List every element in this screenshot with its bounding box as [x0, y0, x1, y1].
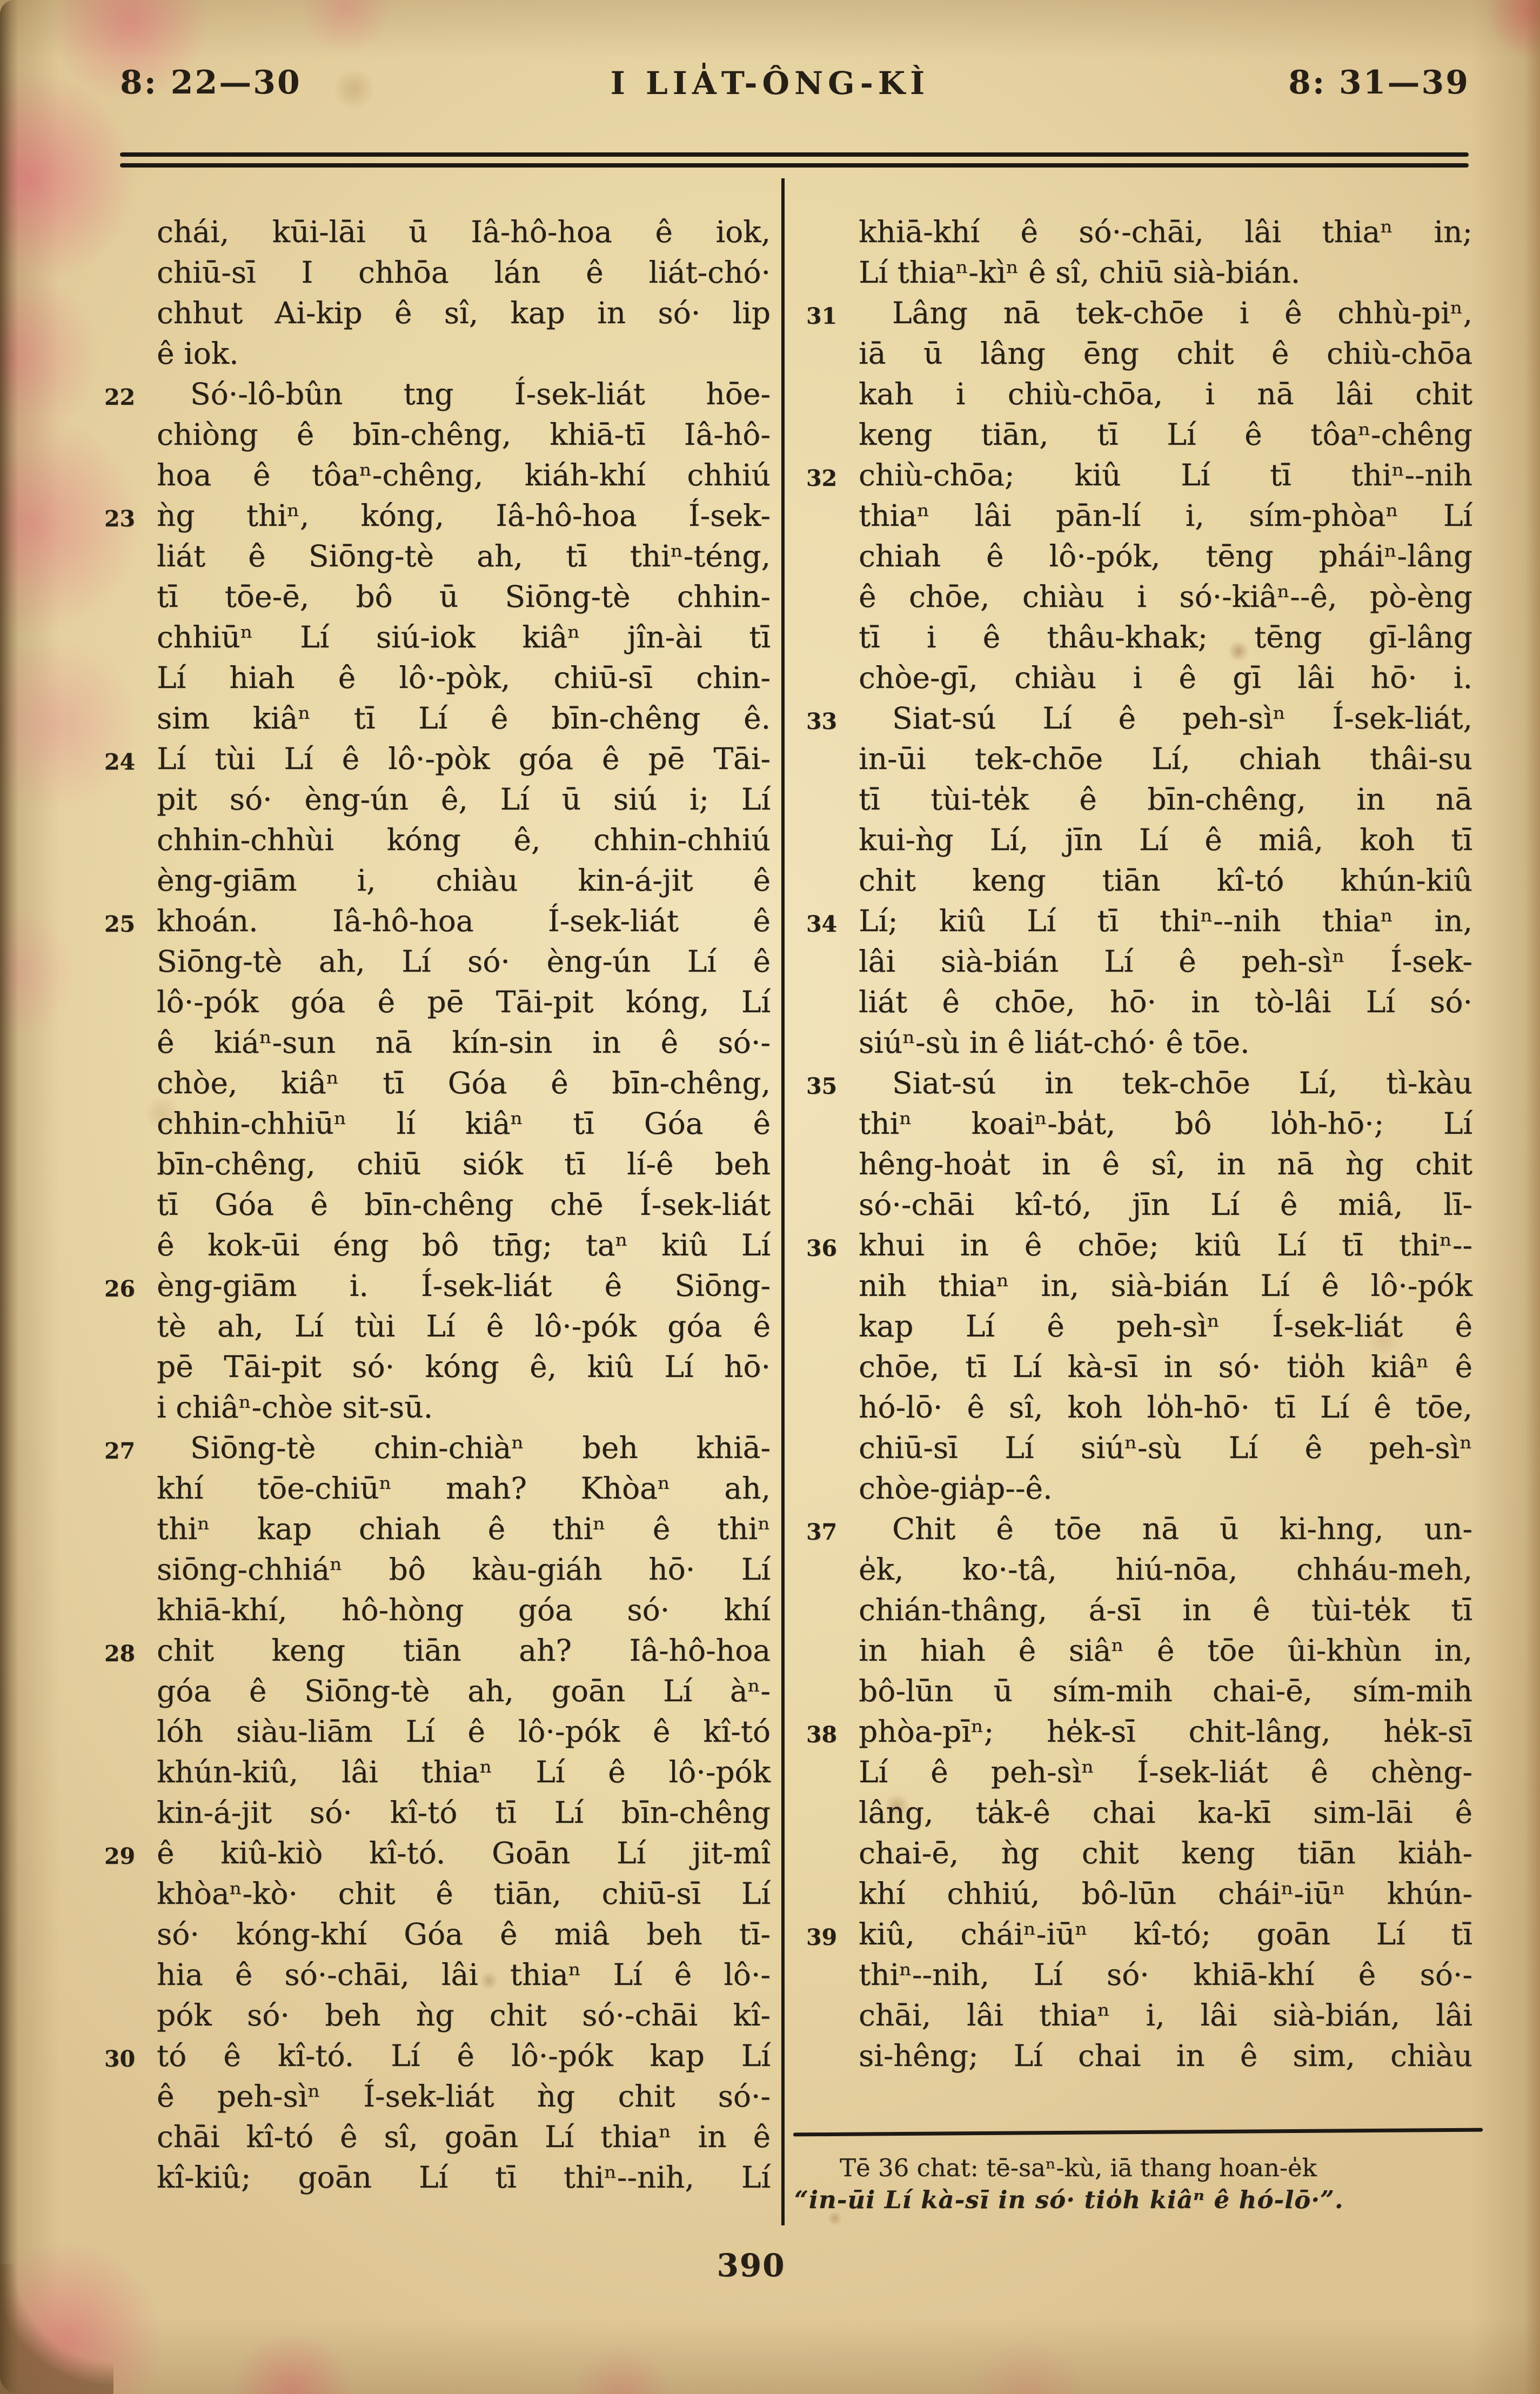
- line-text: si-hêng; Lí chai in ê sim, chiàu: [859, 2038, 1472, 2073]
- line-text: èng-giām i, chiàu kin-á-jit ê: [157, 863, 771, 898]
- line-text: lóh siàu-liām Lí ê lô·-pók ê kî-tó: [157, 1714, 771, 1749]
- line-text: Lí tùi Lí ê lô·-pòk góa ê pē Tāi-: [157, 741, 771, 776]
- line-text: khui in ê chōe; kiû Lí tī thiⁿ--: [859, 1228, 1472, 1262]
- text-line: [157, 2117, 771, 2157]
- line-text: thiⁿ kap chiah ê thiⁿ ê thiⁿ: [157, 1512, 771, 1546]
- line-text: ê kiû-kiò kî-tó. Goān Lí jit-mî: [157, 1836, 771, 1870]
- text-line: [104, 901, 771, 941]
- text-line: [859, 779, 1472, 820]
- text-line: [104, 1428, 771, 1468]
- line-text: pók só· beh ǹg chit só·-chāi kî-: [157, 1998, 771, 2032]
- text-line: [157, 698, 771, 739]
- footnote: [794, 2152, 1502, 2216]
- text-line: [157, 1509, 771, 1549]
- line-text: phòa-pīⁿ; he̍k-sī chit-lâng, he̍k-sī: [859, 1714, 1472, 1749]
- verse-number: 27: [104, 1438, 136, 1464]
- text-line: [859, 577, 1472, 617]
- text-line: [157, 1347, 771, 1387]
- text-line: [806, 1509, 1472, 1549]
- text-line: [859, 658, 1472, 698]
- line-text: kui-ǹg Lí, jīn Lí ê miâ, koh tī: [859, 822, 1472, 857]
- line-text: keng tiān, tī Lí ê tôaⁿ-chêng: [859, 417, 1472, 452]
- line-text: Lâng nā tek-chōe i ê chhù-piⁿ,: [892, 296, 1472, 330]
- text-line: [157, 860, 771, 901]
- footnote-line-2: “in-ūi Lí kà-sī in só· tio̍h kiâⁿ ê hó-lō·”.: [794, 2185, 1344, 2214]
- verse-number: 38: [806, 1722, 838, 1748]
- text-line: [157, 1549, 771, 1590]
- page-title: I LIA̍T-ÔNG-KÌ: [610, 65, 930, 102]
- line-text: thiaⁿ lâi pān-lí i, sím-phòaⁿ Lí: [859, 498, 1472, 533]
- line-text: i chiâⁿ-chòe sit-sū.: [157, 1390, 433, 1425]
- text-line: [157, 1063, 771, 1104]
- line-text: só· kóng-khí Góa ê miâ beh tī-: [157, 1917, 771, 1951]
- text-line: [157, 252, 771, 293]
- line-text: ê kok-ūi éng bô tn̄g; taⁿ kiû Lí: [157, 1228, 771, 1262]
- line-text: hia ê só·-chāi, lâi thiaⁿ Lí ê lô·-: [157, 1957, 771, 1992]
- line-text: chiù-chōa; kiû Lí tī thiⁿ--nih: [859, 458, 1472, 492]
- line-text: pit só· èng-ún ê, Lí ū siú i; Lí: [157, 782, 771, 817]
- text-line: [859, 1549, 1472, 1590]
- text-line: [806, 293, 1472, 333]
- line-text: khiā-khí ê só·-chāi, lâi thiaⁿ in;: [859, 215, 1472, 249]
- text-line: [157, 333, 771, 374]
- text-line: [104, 374, 771, 414]
- text-line: [806, 901, 1472, 941]
- line-text: chòe-gia̍p--ê.: [859, 1471, 1053, 1506]
- text-line: [157, 1185, 771, 1225]
- line-text: liát ê chōe, hō· in tò-lâi Lí só·: [859, 985, 1472, 1019]
- column-divider: [781, 178, 785, 2225]
- text-line: [157, 1955, 771, 1995]
- line-text: siōng-chhiáⁿ bô kàu-giáh hō· Lí: [157, 1552, 771, 1587]
- text-line: [859, 1144, 1472, 1185]
- line-text: chōe, tī Lí kà-sī in só· tio̍h kiâⁿ ê: [859, 1349, 1472, 1384]
- text-line: [157, 1022, 771, 1063]
- text-line: [157, 293, 771, 333]
- text-line: [157, 212, 771, 252]
- text-line: [157, 1468, 771, 1509]
- verse-number: 39: [806, 1924, 838, 1950]
- text-line: [859, 374, 1472, 414]
- line-text: in hiah ê siâⁿ ê tōe ûi-khùn in,: [859, 1633, 1472, 1668]
- text-line: [859, 414, 1472, 455]
- text-line: [157, 941, 771, 982]
- line-text: Lí ê peh-sìⁿ Í-sek-liát ê chèng-: [859, 1755, 1472, 1789]
- text-line: [806, 1063, 1472, 1104]
- verse-number: 29: [104, 1843, 136, 1869]
- line-text: chòe, kiâⁿ tī Góa ê bīn-chêng,: [157, 1066, 771, 1100]
- text-line: [859, 1387, 1472, 1428]
- book-edge-left: [0, 0, 18, 2394]
- line-text: khòaⁿ-kò· chit ê tiān, chiū-sī Lí: [157, 1876, 771, 1911]
- text-line: [859, 1104, 1472, 1144]
- verse-number: 35: [806, 1073, 838, 1099]
- verse-number: 31: [806, 303, 838, 329]
- text-line: [806, 1225, 1472, 1266]
- line-text: Siōng-tè ah, Lí só· èng-ún Lí ê: [157, 944, 771, 979]
- header-rule: [120, 152, 1469, 169]
- text-line: [806, 698, 1472, 739]
- verse-number: 34: [806, 911, 838, 937]
- header-rule-top: [120, 152, 1469, 157]
- line-text: Siat-sú in tek-chōe Lí, tì-kàu: [892, 1066, 1472, 1100]
- line-text: ê peh-sìⁿ Í-sek-liát ǹg chit só·-: [157, 2079, 771, 2114]
- line-text: khí chhiú, bô-lūn cháiⁿ-iūⁿ khún-: [859, 1876, 1472, 1911]
- text-line: [859, 212, 1472, 252]
- verse-number: 23: [104, 506, 136, 532]
- line-text: siúⁿ-sù in ê liát-chó· ê tōe.: [859, 1025, 1250, 1060]
- line-text: hó-lō· ê sî, koh lo̍h-hō· tī Lí ê tōe,: [859, 1390, 1472, 1425]
- text-line: [104, 1630, 771, 1671]
- text-line: [157, 1387, 771, 1428]
- line-text: in-ūi tek-chōe Lí, chiah thâi-su: [859, 741, 1472, 776]
- line-text: Siōng-tè chin-chiàⁿ beh khiā-: [190, 1430, 771, 1465]
- text-line: [157, 820, 771, 860]
- text-line: [157, 1306, 771, 1347]
- verse-number: 22: [104, 384, 136, 410]
- verse-number: 37: [806, 1519, 838, 1545]
- text-line: [157, 1793, 771, 1833]
- text-line: [859, 1752, 1472, 1793]
- line-text: chhin-chhiūⁿ lí kiâⁿ tī Góa ê: [157, 1106, 771, 1141]
- header-verse-range-left: 8: 22—30: [120, 64, 302, 102]
- line-text: chián-thâng, á-sī in ê tùi-te̍k tī: [859, 1593, 1472, 1627]
- text-line: [859, 982, 1472, 1022]
- text-line: [157, 1590, 771, 1630]
- page-number: 390: [717, 2247, 786, 2284]
- line-text: khún-kiû, lâi thiaⁿ Lí ê lô·-pók: [157, 1755, 771, 1789]
- line-text: Chit ê tōe nā ū ki-hng, un-: [892, 1512, 1472, 1546]
- verse-number: 36: [806, 1235, 838, 1261]
- text-line: [859, 1022, 1472, 1063]
- text-line: [157, 1104, 771, 1144]
- text-line: [859, 1306, 1472, 1347]
- text-line: [859, 1185, 1472, 1225]
- text-line: [157, 1752, 771, 1793]
- text-line: [157, 1144, 771, 1185]
- text-line: [859, 536, 1472, 577]
- adjacent-page-edge: [1525, 0, 1540, 2394]
- line-text: chhut Ai-kip ê sî, kap in só· lip: [157, 296, 771, 330]
- text-line: [859, 1955, 1472, 1995]
- text-line: [859, 617, 1472, 658]
- line-text: tó ê kî-tó. Lí ê lô·-pók kap Lí: [157, 2038, 771, 2073]
- line-text: Lí; kiû Lí tī thiⁿ--nih thiaⁿ in,: [859, 904, 1472, 938]
- line-text: lâng, ta̍k-ê chai ka-kī sim-lāi ê: [859, 1795, 1472, 1830]
- header-verse-range-right: 8: 31—39: [1288, 64, 1470, 102]
- text-line: [859, 1630, 1472, 1671]
- line-text: kap Lí ê peh-sìⁿ Í-sek-liát ê: [859, 1309, 1472, 1343]
- right-column: [806, 212, 1472, 2076]
- footnote-rule: [793, 2128, 1483, 2137]
- text-line: [157, 1225, 771, 1266]
- text-line: [157, 2157, 771, 2198]
- line-text: lâi sià-bián Lí ê peh-sìⁿ Í-sek-: [859, 944, 1472, 979]
- line-text: Lí thiaⁿ-kìⁿ ê sî, chiū sià-bián.: [859, 255, 1301, 290]
- text-line: [859, 1874, 1472, 1914]
- text-line: [859, 252, 1472, 293]
- line-text: kiû, cháiⁿ-iūⁿ kî-tó; goān Lí tī: [859, 1917, 1472, 1951]
- line-text: ê iok.: [157, 336, 239, 371]
- text-line: [859, 1468, 1472, 1509]
- text-line: [859, 1671, 1472, 1711]
- text-line: [157, 1995, 771, 2036]
- text-line: [104, 1833, 771, 1874]
- line-text: khoán. Iâ-hô-hoa Í-sek-liát ê: [157, 904, 771, 938]
- text-line: [859, 1347, 1472, 1387]
- running-header: [0, 64, 1540, 112]
- text-line: [157, 779, 771, 820]
- line-text: chit keng tiān kî-tó khún-kiû: [859, 863, 1472, 898]
- line-text: tī Góa ê bīn-chêng chē Í-sek-liát: [157, 1187, 771, 1222]
- text-line: [104, 739, 771, 779]
- line-text: thiⁿ--nih, Lí só· khiā-khí ê só·-: [859, 1957, 1472, 1992]
- line-text: lô·-pók góa ê pē Tāi-pit kóng, Lí: [157, 985, 771, 1019]
- line-text: iā ū lâng ēng chi̍t ê chiù-chōa: [859, 336, 1472, 371]
- text-line: [859, 2036, 1472, 2076]
- text-line: [104, 2036, 771, 2076]
- line-text: ǹg thiⁿ, kóng, Iâ-hô-hoa Í-sek-: [157, 498, 771, 533]
- line-text: chiòng ê bīn-chêng, khiā-tī Iâ-hô-: [157, 417, 771, 452]
- text-line: [157, 1671, 771, 1711]
- text-line: [806, 1711, 1472, 1752]
- text-line: [104, 1266, 771, 1306]
- text-line: [806, 455, 1472, 496]
- line-text: ê kiáⁿ-sun nā kín-sin in ê só·-: [157, 1025, 771, 1060]
- text-line: [859, 820, 1472, 860]
- line-text: e̍k, ko·-tâ, hiú-nōa, chháu-meh,: [859, 1552, 1472, 1587]
- text-line: [157, 1914, 771, 1955]
- verse-number: 25: [104, 911, 136, 937]
- line-text: chòe-gī, chiàu i ê gī lâi hō· i.: [859, 660, 1472, 695]
- line-text: khí tōe-chiūⁿ mah? Khòaⁿ ah,: [157, 1471, 771, 1506]
- verse-number: 30: [104, 2046, 136, 2072]
- text-line: [859, 333, 1472, 374]
- line-text: chhin-chhùi kóng ê, chhin-chhiú: [157, 822, 771, 857]
- line-text: ê chōe, chiàu i só·-kiâⁿ--ê, pò-èng: [859, 579, 1472, 614]
- text-line: [859, 496, 1472, 536]
- line-text: tī i ê thâu-khak; tēng gī-lâng: [859, 620, 1472, 654]
- line-text: kî-kiû; goān Lí tī thiⁿ--nih, Lí: [157, 2160, 771, 2195]
- line-text: kah i chiù-chōa, i nā lâi chit: [859, 377, 1472, 411]
- line-text: liát ê Siōng-tè ah, tī thiⁿ-téng,: [157, 539, 771, 573]
- line-text: sim kiâⁿ tī Lí ê bīn-chêng ê.: [157, 701, 771, 735]
- verse-number: 26: [104, 1276, 136, 1302]
- verse-number: 33: [806, 708, 838, 734]
- line-text: chhiūⁿ Lí siú-iok kiâⁿ jîn-ài tī: [157, 620, 771, 654]
- line-text: Siat-sú Lí ê peh-sìⁿ Í-sek-liát,: [892, 701, 1472, 735]
- line-text: pē Tāi-pit só· kóng ê, kiû Lí hō·: [157, 1349, 771, 1384]
- line-text: chit keng tiān ah? Iâ-hô-hoa: [157, 1633, 771, 1668]
- verse-number: 32: [806, 465, 838, 491]
- text-line: [806, 1914, 1472, 1955]
- line-text: chāi, lâi thiaⁿ i, lâi sià-bián, lâi: [859, 1998, 1472, 2032]
- text-line: [859, 1793, 1472, 1833]
- line-text: èng-giām i. Í-sek-liát ê Siōng-: [157, 1268, 771, 1303]
- line-text: tī tōe-ē, bô ū Siōng-tè chhin-: [157, 579, 771, 614]
- line-text: bô-lūn ū sím-mih chai-ē, sím-mih: [859, 1674, 1472, 1708]
- line-text: khiā-khí, hô-hòng góa só· khí: [157, 1593, 771, 1627]
- text-line: [157, 982, 771, 1022]
- text-line: [157, 2076, 771, 2117]
- text-line: [157, 658, 771, 698]
- line-text: hêng-hoa̍t in ê sî, in nā ǹg chit: [859, 1147, 1472, 1181]
- left-column: [104, 212, 771, 2198]
- text-line: [157, 455, 771, 496]
- line-text: Lí hiah ê lô·-pòk, chiū-sī chin-: [157, 660, 771, 695]
- footnote-line-1: Tē 36 chat: tē-saⁿ-kù, iā thang hoan-e̍k: [840, 2154, 1317, 2182]
- line-text: Só·-lô-bûn tng Í-sek-liát hōe-: [190, 377, 771, 411]
- text-line: [859, 860, 1472, 901]
- verse-number: 28: [104, 1641, 136, 1667]
- text-line: [157, 1874, 771, 1914]
- text-line: [157, 536, 771, 577]
- line-text: kin-á-jit só· kî-tó tī Lí bīn-chêng: [157, 1795, 771, 1830]
- line-text: chiah ê lô·-pók, tēng pháiⁿ-lâng: [859, 539, 1472, 573]
- verse-number: 24: [104, 749, 136, 775]
- line-text: hoa ê tôaⁿ-chêng, kiáh-khí chhiú: [157, 458, 771, 492]
- line-text: só·-chāi kî-tó, jīn Lí ê miâ, lī-: [859, 1187, 1472, 1222]
- text-line: [859, 1590, 1472, 1630]
- line-text: tè ah, Lí tùi Lí ê lô·-pók góa ê: [157, 1309, 771, 1343]
- line-text: tī tùi-te̍k ê bīn-chêng, in nā: [859, 782, 1472, 817]
- text-line: [157, 1711, 771, 1752]
- line-text: bīn-chêng, chiū siók tī lí-ê beh: [157, 1147, 771, 1181]
- text-line: [157, 414, 771, 455]
- text-line: [859, 1266, 1472, 1306]
- line-text: thiⁿ koaiⁿ-ba̍t, bô lo̍h-hō·; Lí: [859, 1106, 1472, 1141]
- text-line: [157, 577, 771, 617]
- text-line: [859, 1995, 1472, 2036]
- text-line: [104, 496, 771, 536]
- text-line: [859, 739, 1472, 779]
- header-rule-bottom: [120, 163, 1469, 168]
- line-text: chái, kūi-lāi ū Iâ-hô-hoa ê iok,: [157, 215, 771, 249]
- text-line: [859, 1428, 1472, 1468]
- line-text: nih thiaⁿ in, sià-bián Lí ê lô·-pók: [859, 1268, 1472, 1303]
- text-line: [859, 1833, 1472, 1874]
- line-text: góa ê Siōng-tè ah, goān Lí àⁿ-: [157, 1674, 771, 1708]
- text-line: [157, 617, 771, 658]
- text-line: [859, 941, 1472, 982]
- line-text: chiū-sī Lí siúⁿ-sù Lí ê peh-sìⁿ: [859, 1430, 1472, 1465]
- line-text: chāi kî-tó ê sî, goān Lí thiaⁿ in ê: [157, 2119, 771, 2154]
- line-text: chai-ē, ǹg chit keng tiān kia̍h-: [859, 1836, 1472, 1870]
- line-text: chiū-sī I chhōa lán ê liát-chó·: [157, 255, 771, 290]
